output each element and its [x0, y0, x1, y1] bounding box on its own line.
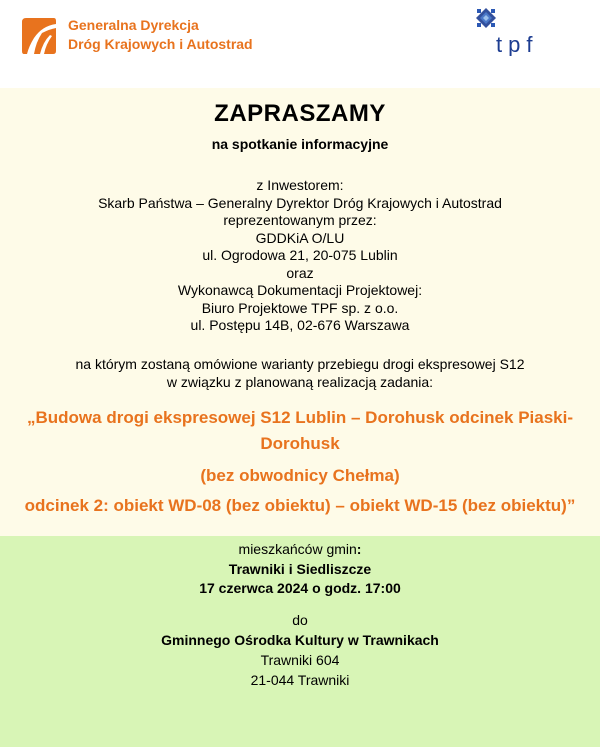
event-datetime: 17 czerwca 2024 o godz. 17:00 [199, 580, 401, 596]
tpf-logo-text: tpf [496, 32, 539, 56]
party-line: Wykonawcą Dokumentacji Projektowej: [177, 282, 423, 298]
project-line3: (bez obwodnicy Chełma) [200, 466, 400, 485]
audience-colon: : [356, 541, 362, 557]
tpf-logo [474, 6, 566, 56]
event-address1: Trawniki 604 [260, 652, 340, 668]
gddkia-organization-name [68, 16, 253, 54]
tpf-diamond-icon [476, 8, 496, 28]
party-line: Skarb Państwa – Generalny Dyrektor Dróg Krajowych i Autostrad [98, 194, 502, 211]
invitation-title: ZAPRASZAMY [214, 100, 386, 127]
gddkia-road-logo-icon [20, 16, 58, 56]
event-address2: 21-044 Trawniki [250, 672, 350, 688]
event-communes: Trawniki i Siedliszcze [228, 561, 372, 577]
party-line: ul. Postępu 14B, 02-676 Warszawa [190, 317, 410, 333]
audience-label: mieszkańców gmin [238, 541, 357, 557]
parties-list [0, 177, 600, 335]
intro-line1: na którym zostaną omówione warianty przebiegu drogi ekspresowej S12 [75, 356, 525, 372]
page-header [0, 0, 600, 88]
project-line1: „Budowa drogi ekspresowej S12 Lublin – Dorohusk odcinek Piaski- [26, 408, 574, 427]
invitation-subtitle: na spotkanie informacyjne [211, 136, 389, 152]
project-line4: odcinek 2: obiekt WD-08 (bez obiektu) – obiekt WD-15 (bez obiektu)” [24, 496, 576, 515]
party-line: Biuro Projektowe TPF sp. z o.o. [201, 299, 399, 316]
party-line: z Inwestorem: [256, 177, 344, 193]
party-line: ul. Ogrodowa 21, 20-075 Lublin [202, 247, 398, 263]
org-name-line1: Generalna Dyrekcja [68, 17, 199, 33]
project-name [0, 405, 600, 519]
event-audience [0, 541, 600, 559]
intro-text [0, 356, 600, 391]
event-to: do [292, 612, 308, 628]
intro-line2: w związku z planowaną realizacją zadania: [166, 373, 434, 390]
party-line: GDDKiA O/LU [255, 229, 345, 246]
org-name-line2: Dróg Krajowych i Autostrad [68, 36, 253, 52]
party-line: reprezentowanym przez: [223, 212, 377, 228]
project-line2: Dorohusk [260, 434, 340, 453]
event-venue: Gminnego Ośrodka Kultury w Trawnikach [161, 632, 439, 648]
party-line: oraz [286, 264, 314, 281]
